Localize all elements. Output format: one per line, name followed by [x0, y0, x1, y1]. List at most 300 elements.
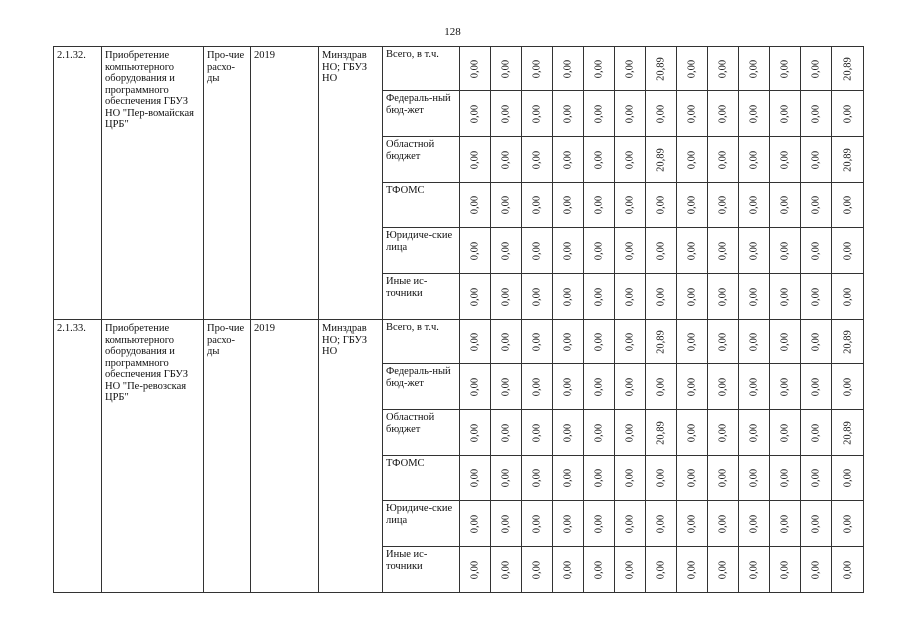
value-cell: [739, 183, 770, 228]
value-text: 0,00: [717, 377, 729, 396]
value-text: 0,00: [469, 287, 481, 306]
value-cell: [739, 364, 770, 410]
value-text: 0,00: [469, 241, 481, 260]
funding-source-label: Федераль-ный бюд-жет: [386, 366, 451, 389]
entry-executor: Минздрав НО; ГБУЗ НО: [322, 323, 367, 357]
value-cell: [770, 91, 801, 137]
value-text: 0,00: [779, 287, 791, 306]
value-cell: [739, 410, 770, 456]
value-text: 0,00: [624, 104, 636, 123]
value-cell: [677, 364, 708, 410]
funding-source-label: Федераль-ный бюд-жет: [386, 93, 451, 116]
value-text: 0,00: [500, 241, 512, 260]
value-text: 0,00: [469, 150, 481, 169]
value-cell: [770, 228, 801, 274]
value-cell: [584, 456, 615, 501]
value-text: 0,00: [655, 241, 667, 260]
value-cell: [460, 320, 491, 364]
funding-source-cell: [383, 364, 460, 410]
value-text: 0,00: [779, 468, 791, 488]
value-cell: [584, 91, 615, 137]
value-cell: [770, 547, 801, 593]
value-text: 0,00: [531, 468, 543, 488]
entry-category-cell: [204, 320, 251, 593]
value-cell: [708, 137, 739, 183]
value-text: 0,00: [717, 332, 729, 351]
value-cell: [522, 364, 553, 410]
value-cell: [739, 137, 770, 183]
value-cell: [770, 183, 801, 228]
value-text: 0,00: [531, 514, 543, 533]
value-text: 0,00: [531, 377, 543, 396]
value-cell: [522, 547, 553, 593]
value-text: 0,00: [562, 560, 574, 579]
value-text: 0,00: [655, 287, 667, 306]
value-text: 0,00: [593, 195, 605, 215]
value-cell: [522, 501, 553, 547]
value-text: 0,00: [841, 560, 853, 579]
value-cell: [522, 274, 553, 320]
value-cell: [677, 47, 708, 91]
value-text: 0,00: [531, 59, 543, 78]
value-text: 20,89: [841, 420, 853, 445]
value-cell: [553, 364, 584, 410]
entry-year: 2019: [254, 323, 275, 334]
entry-name-cell: [102, 320, 204, 593]
value-text: 0,00: [686, 150, 698, 169]
value-cell: [832, 456, 864, 501]
value-cell: [460, 137, 491, 183]
value-text: 0,00: [686, 332, 698, 351]
value-cell: [491, 183, 522, 228]
value-text: 0,00: [531, 332, 543, 351]
value-cell: [615, 364, 646, 410]
value-text: 0,00: [717, 468, 729, 488]
entry-year: 2019: [254, 50, 275, 61]
value-cell: [584, 547, 615, 593]
value-cell: [491, 320, 522, 364]
value-text: 0,00: [779, 332, 791, 351]
value-cell: [491, 364, 522, 410]
value-cell: [708, 410, 739, 456]
funding-source-cell: [383, 501, 460, 547]
value-text: 0,00: [810, 332, 822, 351]
value-cell: [801, 137, 832, 183]
value-cell: [615, 47, 646, 91]
value-text: 0,00: [469, 195, 481, 215]
value-text: 0,00: [748, 287, 760, 306]
value-text: 0,00: [810, 241, 822, 260]
value-cell: [460, 91, 491, 137]
value-text: 0,00: [531, 195, 543, 215]
funding-source-label: Областной бюджет: [386, 412, 435, 435]
entry-code-cell: [54, 47, 102, 320]
value-cell: [770, 456, 801, 501]
value-cell: [832, 320, 864, 364]
entry-category: Про-чие расхо-ды: [207, 50, 245, 84]
value-cell: [770, 137, 801, 183]
value-text: 20,89: [841, 147, 853, 172]
value-cell: [646, 91, 677, 137]
value-text: 0,00: [624, 468, 636, 488]
value-cell: [646, 456, 677, 501]
value-text: 0,00: [500, 468, 512, 488]
value-text: 0,00: [624, 195, 636, 215]
value-text: 0,00: [841, 241, 853, 260]
value-text: 0,00: [469, 423, 481, 442]
value-text: 0,00: [810, 423, 822, 442]
budget-table-body: [54, 47, 864, 593]
value-text: 0,00: [562, 195, 574, 215]
value-text: 20,89: [655, 56, 667, 81]
value-cell: [584, 364, 615, 410]
value-text: 0,00: [500, 104, 512, 123]
funding-source-cell: [383, 47, 460, 91]
value-cell: [491, 456, 522, 501]
entry-name: Приобретение компьютерного оборудования и программного обеспечения ГБУЗ НО "Пер-вомайская ЦРБ": [105, 50, 194, 130]
entry-code-cell: [54, 320, 102, 593]
value-cell: [615, 183, 646, 228]
value-text: 0,00: [686, 377, 698, 396]
funding-source-label: ТФОМС: [386, 185, 425, 196]
value-text: 0,00: [748, 514, 760, 533]
value-cell: [522, 410, 553, 456]
value-cell: [708, 364, 739, 410]
value-text: 0,00: [810, 287, 822, 306]
value-cell: [832, 364, 864, 410]
page-number: 128: [444, 26, 461, 38]
value-text: 0,00: [562, 241, 574, 260]
value-text: 0,00: [717, 59, 729, 78]
value-text: 0,00: [500, 514, 512, 533]
value-cell: [646, 274, 677, 320]
value-cell: [801, 456, 832, 501]
value-cell: [522, 47, 553, 91]
entry-executor-cell: [319, 47, 383, 320]
value-text: 0,00: [717, 104, 729, 123]
value-cell: [460, 47, 491, 91]
value-text: 0,00: [593, 423, 605, 442]
value-cell: [553, 137, 584, 183]
budget-table: [53, 46, 864, 593]
funding-source-cell: [383, 91, 460, 137]
value-cell: [801, 91, 832, 137]
value-text: 0,00: [500, 423, 512, 442]
value-text: 20,89: [655, 147, 667, 172]
value-cell: [553, 547, 584, 593]
value-text: 0,00: [717, 560, 729, 579]
entry-code: 2.1.33.: [57, 323, 86, 334]
value-text: 0,00: [686, 287, 698, 306]
value-cell: [832, 91, 864, 137]
value-cell: [739, 47, 770, 91]
value-text: 0,00: [686, 195, 698, 215]
value-text: 0,00: [810, 150, 822, 169]
value-text: 0,00: [624, 241, 636, 260]
value-text: 20,89: [841, 329, 853, 354]
value-text: 0,00: [779, 514, 791, 533]
value-text: 0,00: [655, 377, 667, 396]
value-text: 0,00: [562, 150, 574, 169]
value-cell: [801, 183, 832, 228]
value-text: 0,00: [593, 59, 605, 78]
value-cell: [677, 501, 708, 547]
value-text: 0,00: [717, 287, 729, 306]
value-text: 0,00: [562, 468, 574, 488]
value-text: 0,00: [686, 423, 698, 442]
value-cell: [553, 183, 584, 228]
value-cell: [646, 47, 677, 91]
funding-source-label: ТФОМС: [386, 458, 425, 469]
value-cell: [677, 183, 708, 228]
value-cell: [584, 501, 615, 547]
value-cell: [832, 410, 864, 456]
value-cell: [615, 410, 646, 456]
funding-source-label: Всего, в т.ч.: [386, 49, 439, 60]
value-cell: [708, 320, 739, 364]
funding-source-cell: [383, 410, 460, 456]
value-text: 0,00: [469, 377, 481, 396]
value-text: 0,00: [686, 104, 698, 123]
value-cell: [677, 547, 708, 593]
value-text: 0,00: [500, 377, 512, 396]
value-text: 0,00: [655, 468, 667, 488]
value-text: 0,00: [500, 150, 512, 169]
value-text: 0,00: [593, 104, 605, 123]
funding-source-cell: [383, 274, 460, 320]
value-cell: [739, 274, 770, 320]
value-cell: [615, 228, 646, 274]
value-cell: [801, 501, 832, 547]
value-cell: [584, 137, 615, 183]
funding-source-cell: [383, 456, 460, 501]
value-text: 0,00: [531, 287, 543, 306]
value-cell: [832, 47, 864, 91]
value-text: 0,00: [779, 59, 791, 78]
value-cell: [615, 274, 646, 320]
value-cell: [708, 91, 739, 137]
value-text: 0,00: [469, 104, 481, 123]
value-cell: [615, 501, 646, 547]
entry-code: 2.1.32.: [57, 50, 86, 61]
value-cell: [491, 274, 522, 320]
value-text: 0,00: [748, 560, 760, 579]
value-text: 0,00: [469, 468, 481, 488]
value-cell: [708, 274, 739, 320]
funding-source-label: Областной бюджет: [386, 139, 435, 162]
value-cell: [708, 228, 739, 274]
value-text: 0,00: [748, 423, 760, 442]
value-cell: [832, 274, 864, 320]
value-cell: [522, 183, 553, 228]
value-text: 0,00: [500, 195, 512, 215]
value-cell: [677, 228, 708, 274]
value-text: 20,89: [655, 329, 667, 354]
value-cell: [460, 501, 491, 547]
value-cell: [770, 364, 801, 410]
value-cell: [584, 228, 615, 274]
value-text: 0,00: [624, 150, 636, 169]
value-text: 0,00: [686, 560, 698, 579]
value-text: 0,00: [469, 332, 481, 351]
value-cell: [460, 364, 491, 410]
value-cell: [646, 228, 677, 274]
value-text: 0,00: [686, 468, 698, 488]
value-text: 0,00: [593, 560, 605, 579]
value-text: 0,00: [593, 332, 605, 351]
value-cell: [677, 320, 708, 364]
value-cell: [584, 274, 615, 320]
table-row: [54, 320, 864, 364]
funding-source-label: Иные ис-точники: [386, 276, 428, 299]
value-cell: [584, 410, 615, 456]
entry-year-cell: [251, 47, 319, 320]
value-cell: [801, 274, 832, 320]
value-cell: [832, 183, 864, 228]
value-cell: [739, 91, 770, 137]
value-cell: [615, 91, 646, 137]
value-text: 0,00: [531, 423, 543, 442]
value-cell: [801, 47, 832, 91]
value-cell: [801, 410, 832, 456]
value-cell: [553, 501, 584, 547]
value-text: 0,00: [717, 195, 729, 215]
value-text: 0,00: [748, 241, 760, 260]
value-cell: [491, 137, 522, 183]
value-cell: [615, 456, 646, 501]
value-cell: [677, 410, 708, 456]
value-text: 0,00: [562, 104, 574, 123]
value-text: 0,00: [748, 377, 760, 396]
value-cell: [584, 47, 615, 91]
funding-source-cell: [383, 228, 460, 274]
value-cell: [522, 137, 553, 183]
value-text: 0,00: [562, 377, 574, 396]
value-text: 0,00: [748, 195, 760, 215]
value-cell: [708, 547, 739, 593]
value-cell: [584, 183, 615, 228]
value-text: 0,00: [469, 59, 481, 78]
value-cell: [801, 228, 832, 274]
value-cell: [832, 501, 864, 547]
entry-name: Приобретение компьютерного оборудования и программного обеспечения ГБУЗ НО "Пе-ревозская ЦРБ": [105, 323, 188, 403]
value-text: 0,00: [841, 468, 853, 488]
value-text: 0,00: [655, 560, 667, 579]
value-text: 0,00: [841, 287, 853, 306]
value-text: 0,00: [624, 287, 636, 306]
value-text: 0,00: [686, 514, 698, 533]
value-text: 0,00: [748, 150, 760, 169]
value-text: 0,00: [841, 377, 853, 396]
value-text: 0,00: [469, 560, 481, 579]
value-text: 0,00: [841, 514, 853, 533]
value-cell: [770, 320, 801, 364]
value-cell: [460, 183, 491, 228]
value-text: 0,00: [531, 560, 543, 579]
value-text: 0,00: [717, 241, 729, 260]
table-row: [54, 47, 864, 91]
value-text: 0,00: [779, 423, 791, 442]
value-cell: [553, 274, 584, 320]
value-text: 0,00: [593, 514, 605, 533]
value-cell: [553, 228, 584, 274]
value-cell: [522, 456, 553, 501]
value-text: 0,00: [624, 332, 636, 351]
value-cell: [677, 137, 708, 183]
value-cell: [584, 320, 615, 364]
value-text: 0,00: [562, 287, 574, 306]
value-text: 0,00: [593, 377, 605, 396]
value-cell: [491, 91, 522, 137]
value-cell: [770, 501, 801, 547]
value-text: 0,00: [531, 150, 543, 169]
value-text: 0,00: [748, 104, 760, 123]
value-text: 0,00: [593, 241, 605, 260]
value-text: 0,00: [562, 332, 574, 351]
value-text: 0,00: [810, 104, 822, 123]
value-text: 20,89: [655, 420, 667, 445]
value-text: 0,00: [779, 104, 791, 123]
value-text: 0,00: [624, 423, 636, 442]
value-text: 0,00: [810, 514, 822, 533]
value-text: 0,00: [810, 468, 822, 488]
value-cell: [739, 501, 770, 547]
value-text: 0,00: [748, 332, 760, 351]
value-cell: [460, 547, 491, 593]
value-cell: [708, 47, 739, 91]
value-cell: [491, 410, 522, 456]
value-cell: [770, 274, 801, 320]
value-cell: [739, 547, 770, 593]
value-text: 0,00: [779, 150, 791, 169]
value-text: 0,00: [469, 514, 481, 533]
value-text: 0,00: [717, 423, 729, 442]
value-cell: [646, 137, 677, 183]
value-cell: [677, 456, 708, 501]
value-text: 0,00: [500, 332, 512, 351]
funding-source-label: Всего, в т.ч.: [386, 322, 439, 333]
value-cell: [553, 320, 584, 364]
value-cell: [646, 501, 677, 547]
value-cell: [460, 410, 491, 456]
entry-category-cell: [204, 47, 251, 320]
value-cell: [739, 320, 770, 364]
value-cell: [460, 274, 491, 320]
value-cell: [832, 547, 864, 593]
funding-source-label: Юридиче-ские лица: [386, 230, 453, 253]
entry-executor: Минздрав НО; ГБУЗ НО: [322, 50, 367, 84]
value-cell: [832, 137, 864, 183]
value-text: 0,00: [810, 195, 822, 215]
value-text: 0,00: [624, 377, 636, 396]
funding-source-label: Иные ис-точники: [386, 549, 428, 572]
value-cell: [708, 183, 739, 228]
value-text: 0,00: [717, 514, 729, 533]
entry-name-cell: [102, 47, 204, 320]
value-cell: [801, 364, 832, 410]
value-text: 0,00: [686, 241, 698, 260]
value-cell: [460, 228, 491, 274]
value-text: 0,00: [500, 560, 512, 579]
value-text: 0,00: [593, 287, 605, 306]
value-text: 0,00: [655, 514, 667, 533]
value-cell: [646, 183, 677, 228]
value-cell: [739, 456, 770, 501]
value-cell: [708, 501, 739, 547]
value-text: 0,00: [500, 59, 512, 78]
value-cell: [491, 501, 522, 547]
value-cell: [801, 320, 832, 364]
